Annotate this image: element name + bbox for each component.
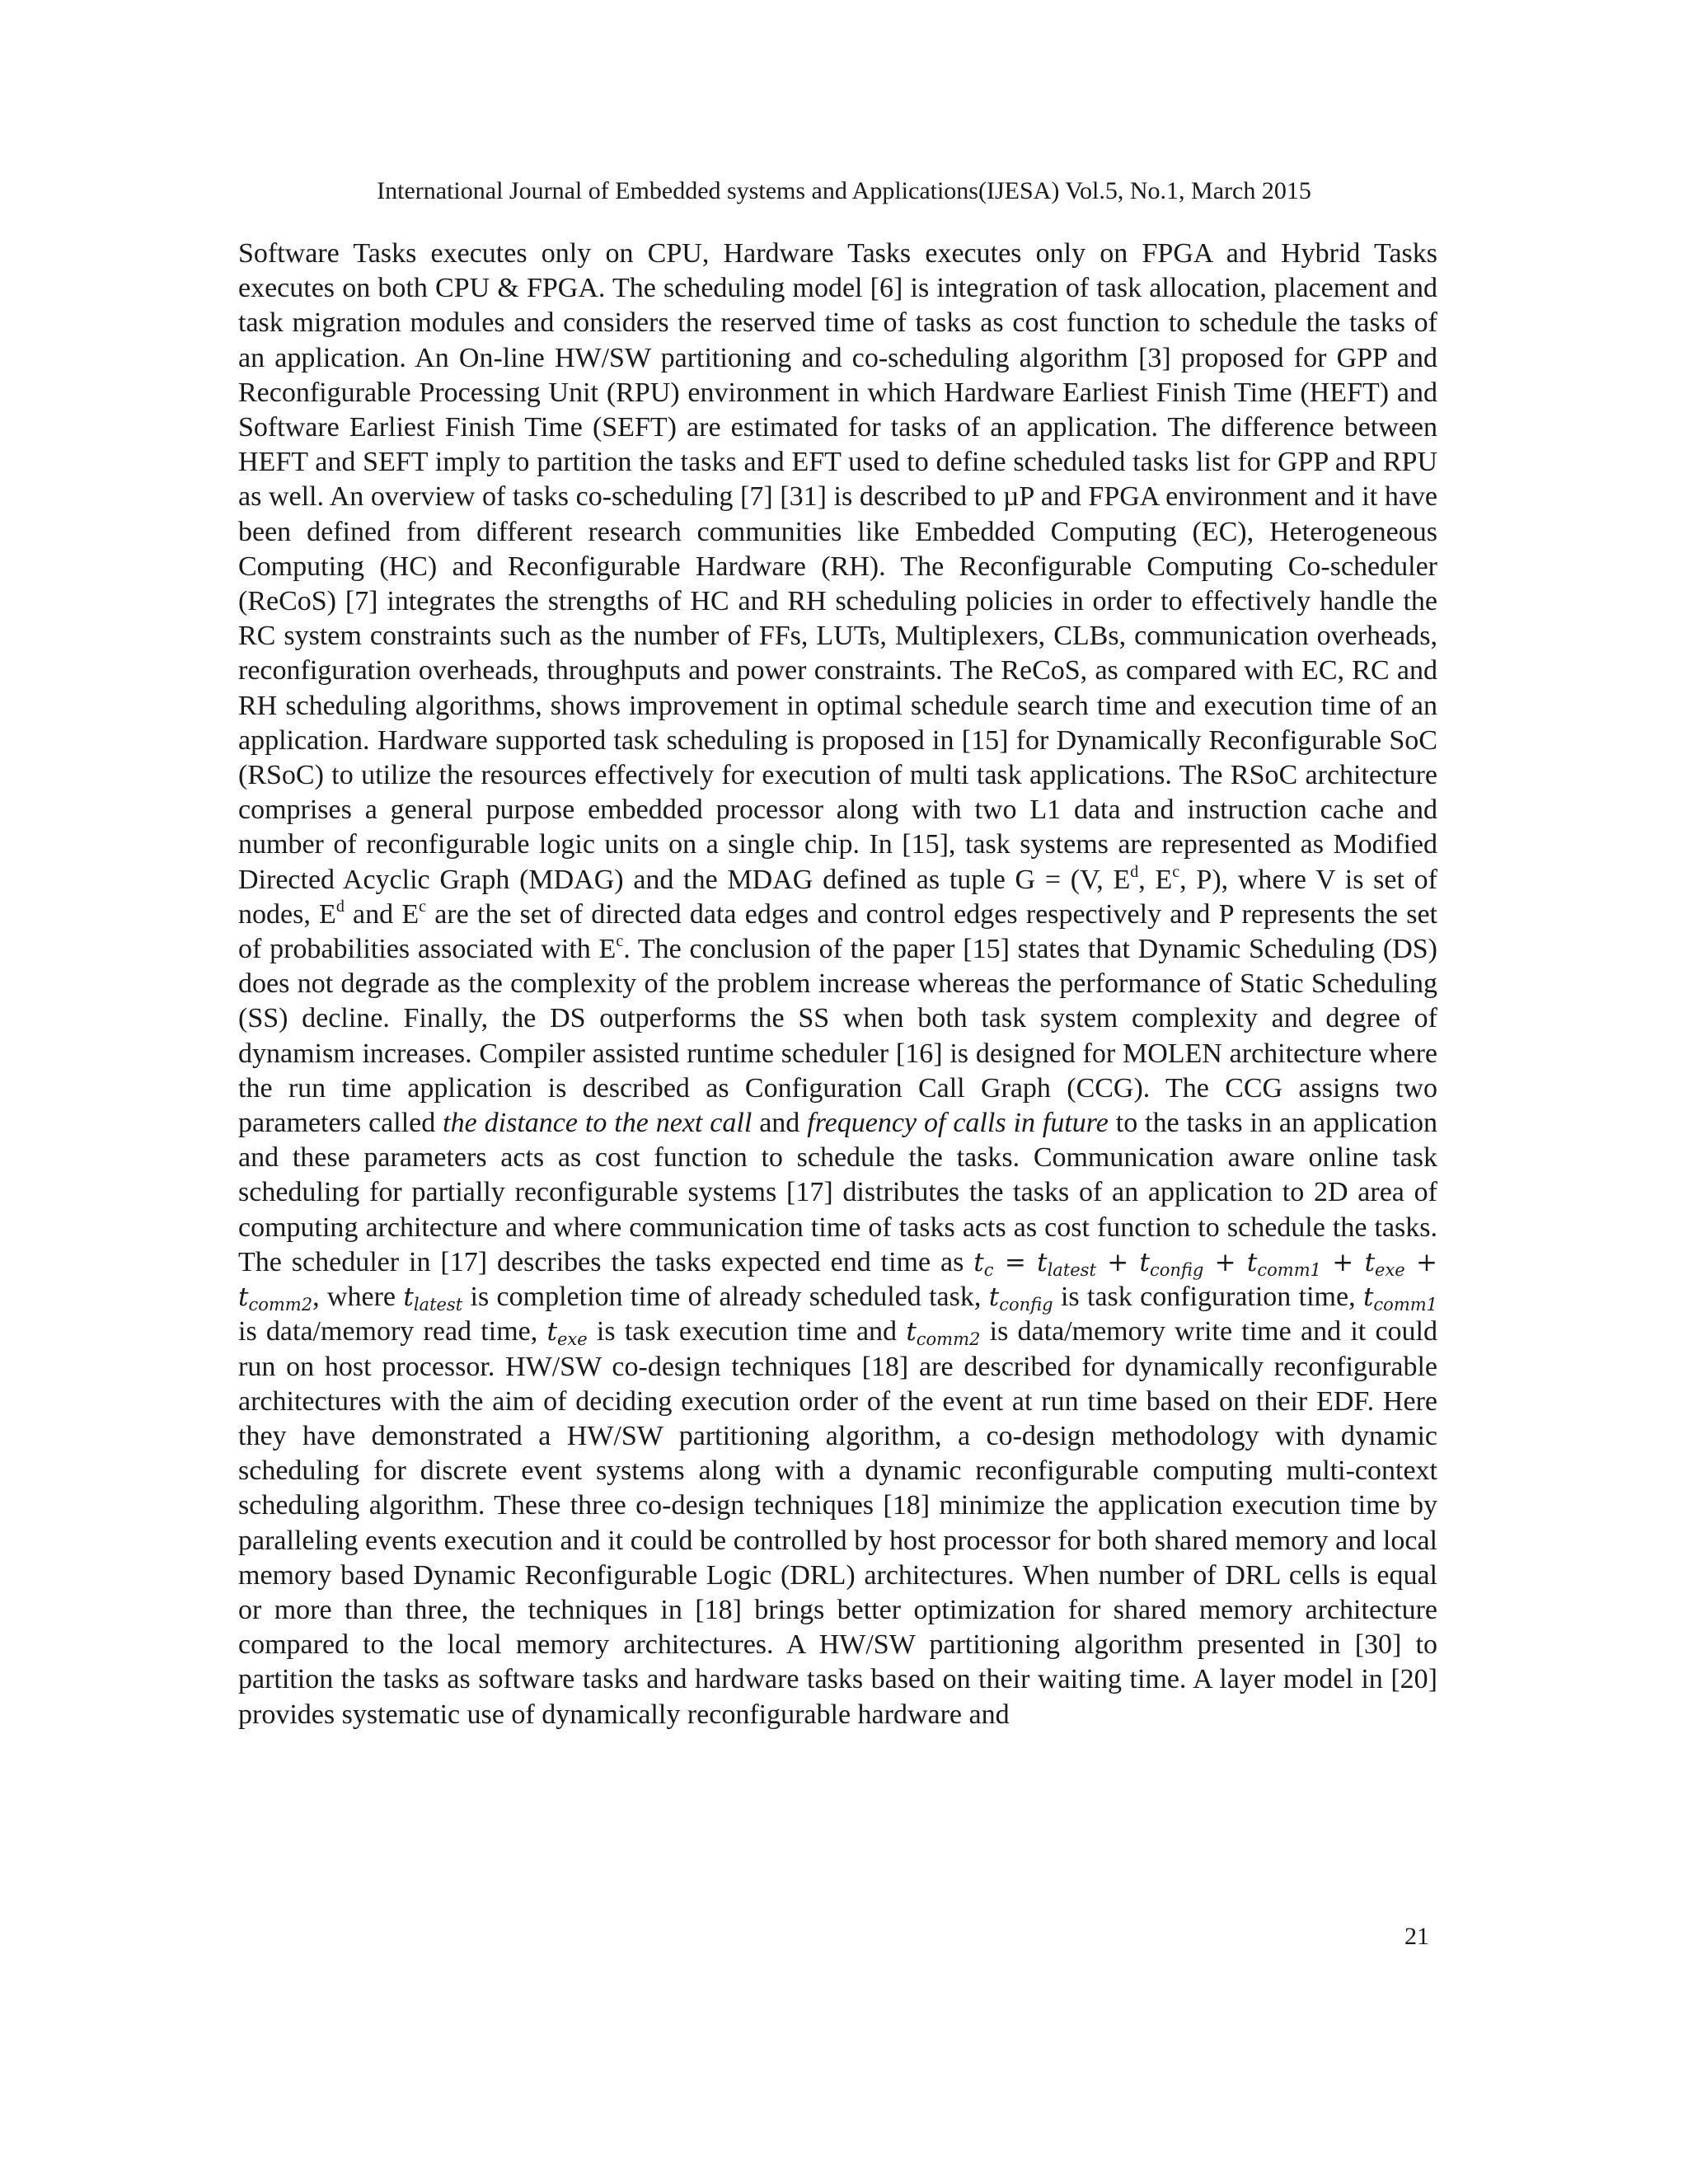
math-t-comm2: $t_{comm2}$: [906, 1317, 981, 1350]
running-header: International Journal of Embedded systems and Applications(IJESA) Vol.5, No.1, March 2015: [377, 177, 1311, 204]
text-segment: , P), where V is set of nodes, E: [238, 864, 1437, 930]
math-t-exe: $t_{exe}$: [546, 1317, 588, 1350]
text-segment: , E: [1138, 864, 1173, 895]
math-t-comm1: $t_{comm1}$: [1362, 1282, 1438, 1315]
superscript: d: [335, 897, 345, 916]
text-segment: is completion time of already scheduled task,: [462, 1282, 989, 1313]
math-t-latest: $t_{latest}$: [403, 1282, 463, 1315]
superscript: d: [1130, 862, 1139, 881]
equation-end-time: $t_c = t_{latest} + t_{config} + t_{comm1} + t_{exe} + t_{comm2}$: [238, 1247, 1438, 1315]
italic-phrase: the distance to the next call: [443, 1108, 753, 1139]
text-segment: and E: [344, 898, 420, 930]
superscript: c: [616, 932, 624, 951]
text-segment: is data/memory write time and it could run on host processor. HW/SW co-design techniques [18] are described for dynamically reconfigurable architectures with the aim of deciding execution order of the event at run time based on their EDF. Here they have demonstrated a HW/SW partitioning algorithm, a co-design methodology with dynamic scheduling for discrete event systems along with a dynamic reconfigurable computing multi-context scheduling algorithm. These three co-design techniques [18] minimize the application execution time by paralleling events execution and it could be controlled by host processor for both shared memory and local memory based Dynamic Reconfigurable Logic (DRL) architectures. When number of DRL cells is equal or more than three, the techniques in [18] brings better optimization for shared memory architecture compared to the local memory architectures. A HW/SW partitioning algorithm presented in [30] to partition the tasks as software tasks and hardware tasks based on their waiting time. A layer model in [20] provides systematic use of dynamically reconfigurable hardware and: [238, 1316, 1437, 1730]
page-number: 21: [1404, 1923, 1429, 1950]
superscript: c: [1172, 862, 1180, 881]
math-t-config: $t_{config}$: [988, 1282, 1053, 1315]
text-segment: Software Tasks executes only on CPU, Hardware Tasks executes only on FPGA and Hybrid Tasks executes on both CPU & FPGA. The scheduling model [6] is integration of task allocation, placement and task migration modules and considers the reserved time of tasks as cost function to schedule the tasks of an application. An On-line HW/SW partitioning and co-scheduling algorithm [3] proposed for GPP and Reconfigurable Processing Unit (RPU) environment in which Hardware Earliest Finish Time (HEFT) and Software Earliest Finish Time (SEFT) are estimated for tasks of an application. The difference between HEFT and SEFT imply to partition the tasks and EFT used to define scheduled tasks list for GPP and RPU as well. An overview of tasks co-scheduling [7] [31] is described to µP and FPGA environment and it have been defined from different research communities like Embedded Computing (EC), Heterogeneous Computing (HC) and Reconfigurable Hardware (RH). The Reconfigurable Computing Co-scheduler (ReCoS) [7] integrates the strengths of HC and RH scheduling policies in order to effectively handle the RC system constraints such as the number of FFs, LUTs, Multiplexers, CLBs, communication overheads, reconfiguration overheads, throughputs and power constraints. The ReCoS, as compared with EC, RC and RH scheduling algorithms, shows improvement in optimal schedule search time and execution time of an application. Hardware supported task scheduling is proposed in [15] for Dynamically Reconfigurable SoC (RSoC) to utilize the resources effectively for execution of multi task applications. The RSoC architecture comprises a general purpose embedded processor along with two L1 data and instruction cache and number of reconfigurable logic units on a single chip. In [15], task systems are represented as Modified Directed Acyclic Graph (MDAG) and the MDAG defined as tuple G = (V, E: [238, 238, 1437, 895]
text-segment: are the set of directed data edges and control edges respectively and P represents the set of probabilities associated with E: [238, 898, 1438, 965]
text-segment: . The conclusion of the paper [15] states that Dynamic Scheduling (DS) does not degrade as the complexity of the problem increase whereas the performance of Static Scheduling (SS) decline. Finally, the DS outperforms the SS when both task system complexity and degree of dynamism increases. Compiler assisted runtime scheduler [16] is designed for MOLEN architecture where the run time application is described as Configuration Call Graph (CCG). The CCG assigns two parameters called: [238, 934, 1437, 1139]
text-segment: is task configuration time,: [1053, 1282, 1363, 1313]
text-segment: to the tasks in an application and these parameters acts as cost function to schedule the tasks. Communication aware online task scheduling for partially reconfigurable systems [17] distributes the tasks of an application to 2D area of computing architecture and where communication time of tasks acts as cost function to schedule the tasks. The scheduler in [17] describes the tasks expected end time as: [238, 1108, 1438, 1277]
text-segment: , where: [312, 1282, 404, 1313]
text-segment: is task execution time and: [587, 1316, 907, 1347]
superscript: c: [419, 897, 426, 916]
text-segment: is data/memory read time,: [238, 1316, 547, 1347]
italic-phrase: frequency of calls in future: [807, 1108, 1109, 1139]
body-paragraph: [238, 237, 1437, 1732]
text-segment: and: [752, 1108, 808, 1139]
